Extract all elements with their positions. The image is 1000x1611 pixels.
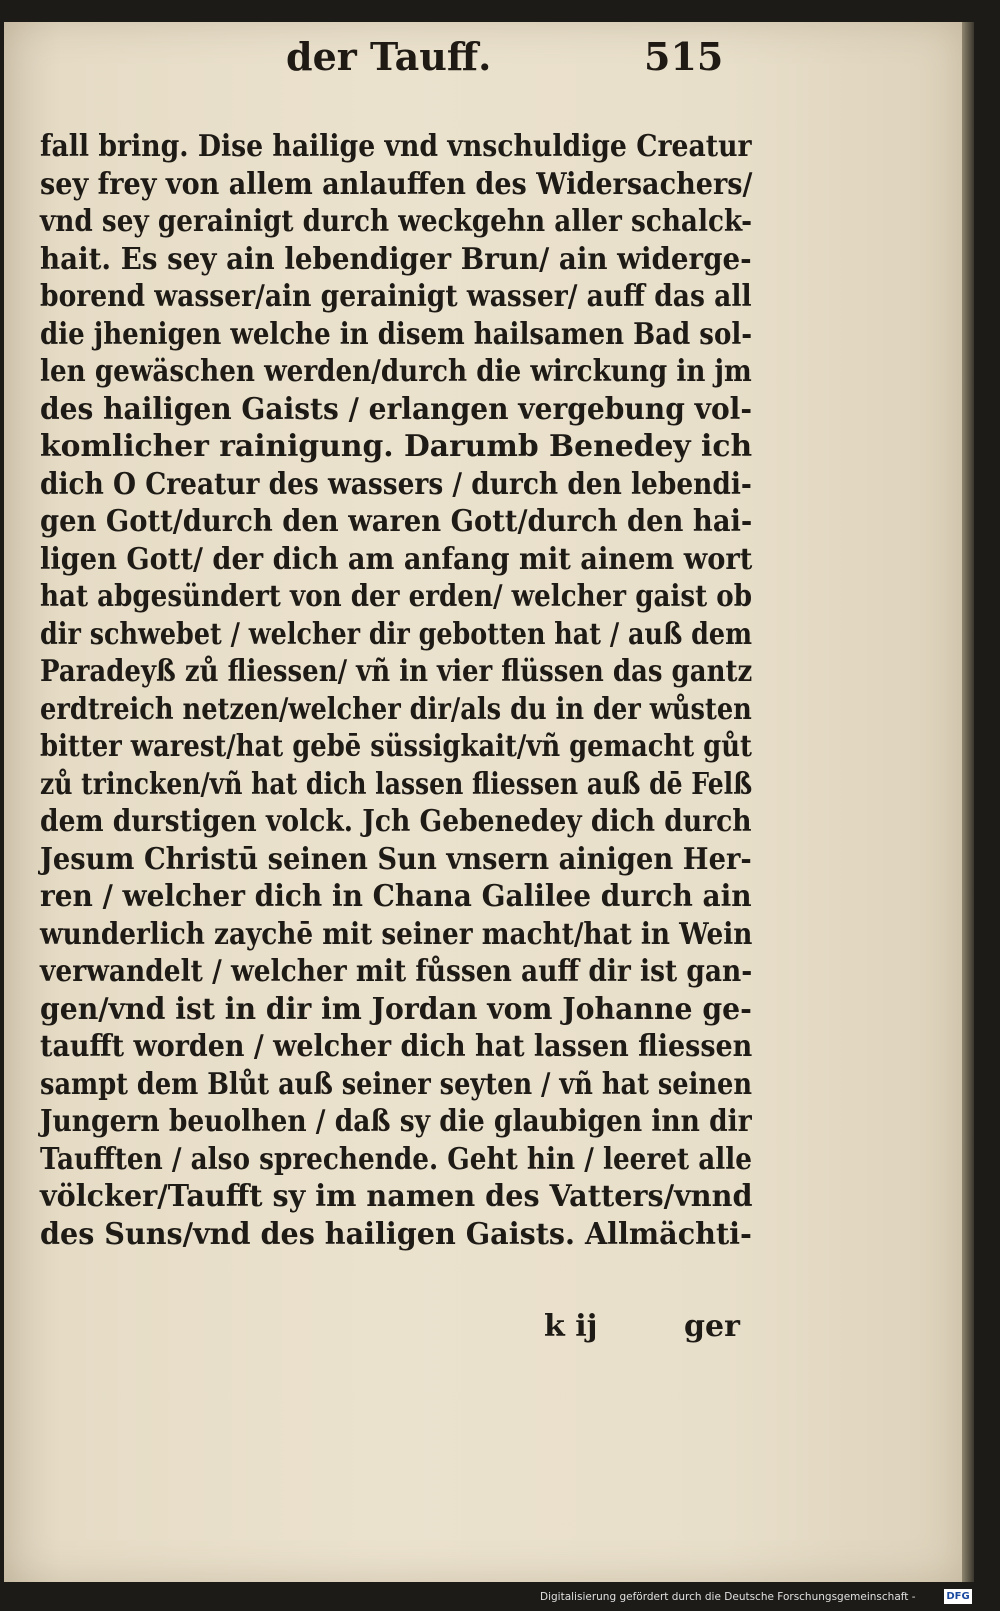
catchword: ger (684, 1309, 740, 1344)
text-line: Paradeyß zů fliessen/ vñ in vier flüssen das gantz (40, 653, 753, 688)
text-line: dich O Creatur des wassers / durch den lebendi- (40, 465, 752, 501)
text-line: ligen Gott/ der dich am anfang mit ainem wort (40, 540, 753, 576)
text-line: erdtreich netzen/welcher dir/als du in der wůsten (40, 690, 752, 726)
text-line: bitter warest/hat gebē süssigkait/vñ gemacht gůt (40, 728, 752, 763)
text-line: len gewäschen werden/durch die wirckung in jm (40, 353, 752, 388)
text-line: gen Gott/durch den waren Gott/durch den hai- (40, 503, 753, 538)
text-line: gen/vnd ist in dir im Jordan vom Johanne ge- (40, 990, 752, 1026)
running-head: der Tauff. (286, 34, 492, 79)
text-line: sey frey von allem anlauffen des Widersachers/ (40, 165, 753, 201)
text-line: fall bring. Dise hailige vnd vnschuldige Creatur (40, 128, 752, 163)
text-line: wunderlich zaychē mit seiner macht/hat in Wein (40, 915, 753, 951)
dfg-logo: DFG (944, 1589, 972, 1604)
text-line: taufft worden / welcher dich hat lassen fliessen (40, 1028, 753, 1063)
signature-mark: k ij (544, 1309, 598, 1344)
text-line: völcker/Taufft sy im namen des Vatters/vnnd (40, 1178, 753, 1213)
text-line: Jungern beuolhen / daß sy die glaubigen inn dir (40, 1103, 752, 1138)
text-line: Taufften / also sprechende. Geht hin / leeret alle (40, 1140, 753, 1176)
text-line: des hailigen Gaists / erlangen vergebung vol- (40, 390, 753, 426)
text-line: zů trincken/vñ hat dich lassen fliessen auß dē Felß (40, 765, 753, 801)
text-line: die jhenigen welche in disem hailsamen Bad sol- (40, 315, 753, 351)
text-line: Jesum Christū seinen Sun vnsern ainigen Her- (40, 840, 752, 876)
text-line: borend wasser/ain gerainigt wasser/ auff das all (40, 278, 752, 313)
text-line: hait. Es sey ain lebendiger Brun/ ain widerge- (40, 240, 752, 276)
text-line: dem durstigen volck. Jch Gebenedey dich durch (40, 803, 752, 838)
folio-number: 515 (644, 34, 724, 79)
text-line: vnd sey gerainigt durch weckgehn aller schalck- (40, 203, 753, 238)
text-line: dir schwebet / welcher dir gebotten hat / auß dem (40, 615, 752, 651)
page-edge-shadow (962, 22, 974, 1582)
text-line: sampt dem Blůt auß seiner seyten / vñ hat seinen (40, 1065, 752, 1101)
text-line: des Suns/vnd des hailigen Gaists. Allmächti- (40, 1215, 752, 1251)
text-line: verwandelt / welcher mit fůssen auff dir ist gan- (40, 953, 753, 988)
text-line: komlicher rainigung. Darumb Benedey ich (40, 428, 753, 463)
text-line: hat abgesündert von der erden/ welcher gaist ob (40, 578, 753, 613)
digitization-credit: Digitalisierung gefördert durch die Deutsche Forschungsgemeinschaft - (540, 1591, 916, 1603)
text-line: ren / welcher dich in Chana Galilee durch ain (40, 878, 752, 913)
paper-leaf (4, 22, 962, 1582)
